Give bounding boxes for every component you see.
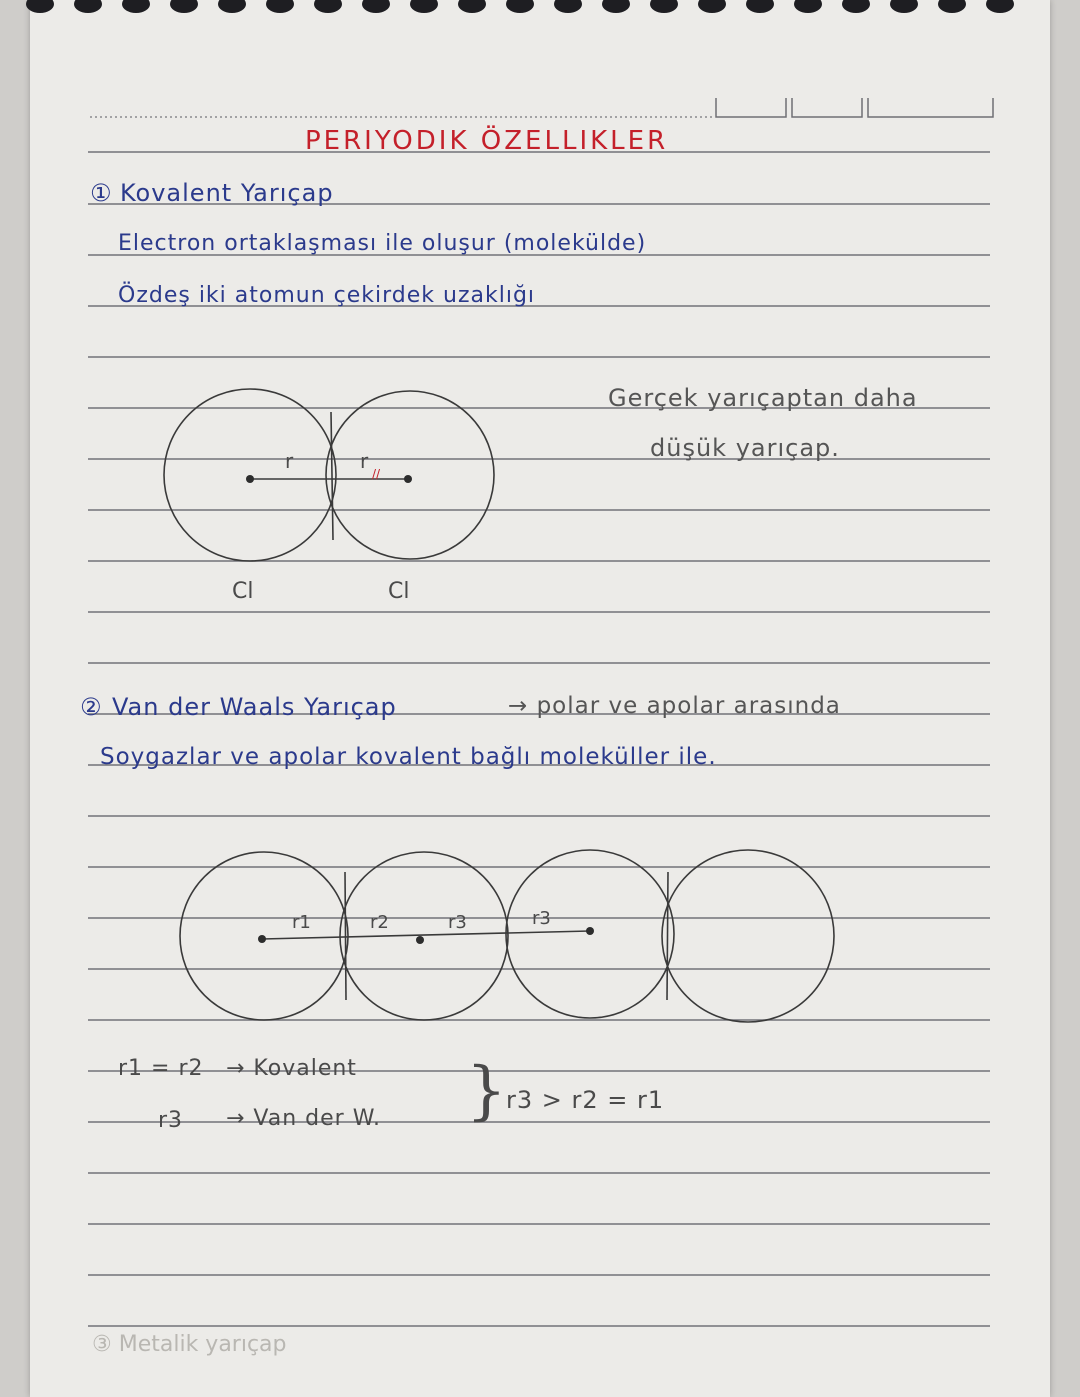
label-r3-first: r3 [448, 912, 467, 933]
radius-label-left: r [285, 449, 294, 473]
legend-row1-right: → Kovalent [226, 1056, 357, 1081]
section2-arrow-note: → polar ve apolar arasında [508, 693, 841, 719]
bond-divider-1 [345, 872, 346, 1000]
legend-row2-right: → Van der W. [226, 1106, 381, 1131]
section2-heading: Van der Waals Yarıçap [112, 693, 397, 721]
ghost-footer-text: ③ Metalik yarıçap [92, 1332, 287, 1357]
tick-mark: // [372, 467, 381, 481]
section1-line2: Özdeş iki atomun çekirdek uzaklığı [118, 283, 536, 308]
legend-conclusion: r3 > r2 = r1 [506, 1086, 665, 1114]
atom-label-right: Cl [388, 579, 410, 604]
label-r2: r2 [370, 912, 389, 933]
section1-line1: Electron ortaklaşması ile oluşur (molekülde) [118, 231, 647, 256]
vdw-nucleus-3 [586, 927, 594, 935]
vdw-nucleus-2 [416, 936, 424, 944]
section1-heading: Kovalent Yarıçap [120, 179, 334, 207]
legend-brace: } [466, 1054, 508, 1128]
legend-row1-left: r1 = r2 [118, 1056, 204, 1081]
section1-note-line2: düşük yarıçap. [650, 434, 840, 462]
page-title: PERIYODIK ÖZELLIKLER [305, 126, 669, 156]
section2-line1: Soygazlar ve apolar kovalent bağlı moleküller ile. [100, 744, 717, 770]
vdw-radius-line [262, 931, 590, 939]
vdw-nucleus-1 [258, 935, 266, 943]
legend-row2-left: r3 [158, 1108, 184, 1133]
vdw-atom-4 [662, 850, 834, 1022]
label-r1: r1 [292, 912, 311, 933]
section1-note-line1: Gerçek yarıçaptan daha [608, 384, 918, 412]
bond-divider-2 [667, 872, 668, 1000]
section1-number: ① [90, 179, 113, 207]
radius-label-right: r [360, 449, 369, 473]
section2-number: ② [80, 693, 103, 721]
atom-label-left: Cl [232, 579, 254, 604]
label-r3-second: r3 [532, 908, 551, 929]
